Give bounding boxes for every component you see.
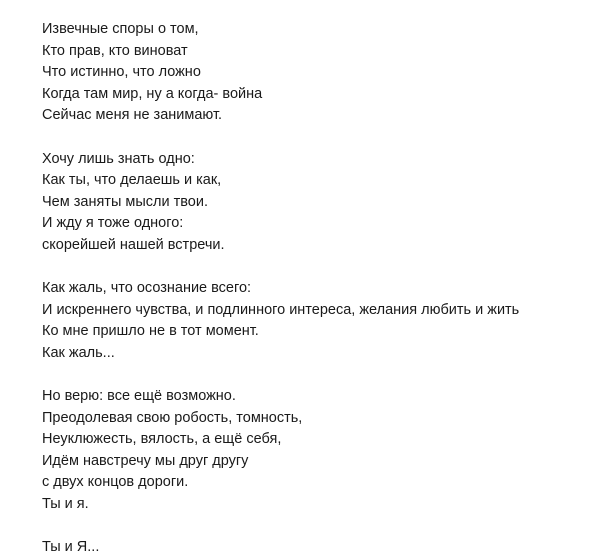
poem-line: Чем заняты мысли твои. [42,193,208,210]
poem-line: Как ты, что делаешь и как, [42,172,222,189]
poem-line: Идём навстречу мы друг другу [42,452,249,469]
poem-line: Кто прав, кто виноват [42,42,188,59]
stanza-2 [42,149,519,257]
poem-line: Когда там мир, ну а когда- война [42,85,263,102]
poem-line: Как жаль, что осознание всего: [42,280,252,297]
stanza-3 [42,278,519,364]
stanza-5 [42,537,519,559]
poem-line: Ко мне пришло не в тот момент. [42,323,259,340]
poem-line: с двух концов дороги. [42,474,189,491]
poem-line: Как жаль... [42,344,115,361]
poem-line: Преодолевая свою робость, томность, [42,409,303,426]
poem-line: Хочу лишь знать одно: [42,150,195,167]
stanza-4 [42,386,519,516]
poem-line: Ты и я. [42,496,89,513]
poem-line: Но верю: все ещё возможно. [42,388,236,405]
poem-line: Что истинно, что ложно [42,64,201,81]
stanza-1 [42,19,519,127]
poem-line: скорейшей нашей встречи. [42,236,225,253]
poem-text [42,19,519,559]
poem-line: Неуклюжесть, вялость, а ещё себя, [42,431,282,448]
poem-line: И искреннего чувства, и подлинного интереса, желания любить и жить [42,301,520,318]
poem-line: И жду я тоже одного: [42,215,184,232]
poem-line: Ты и Я... [42,539,100,556]
poem-line: Сейчас меня не занимают. [42,107,223,124]
poem-line: Извечные споры о том, [42,21,199,37]
